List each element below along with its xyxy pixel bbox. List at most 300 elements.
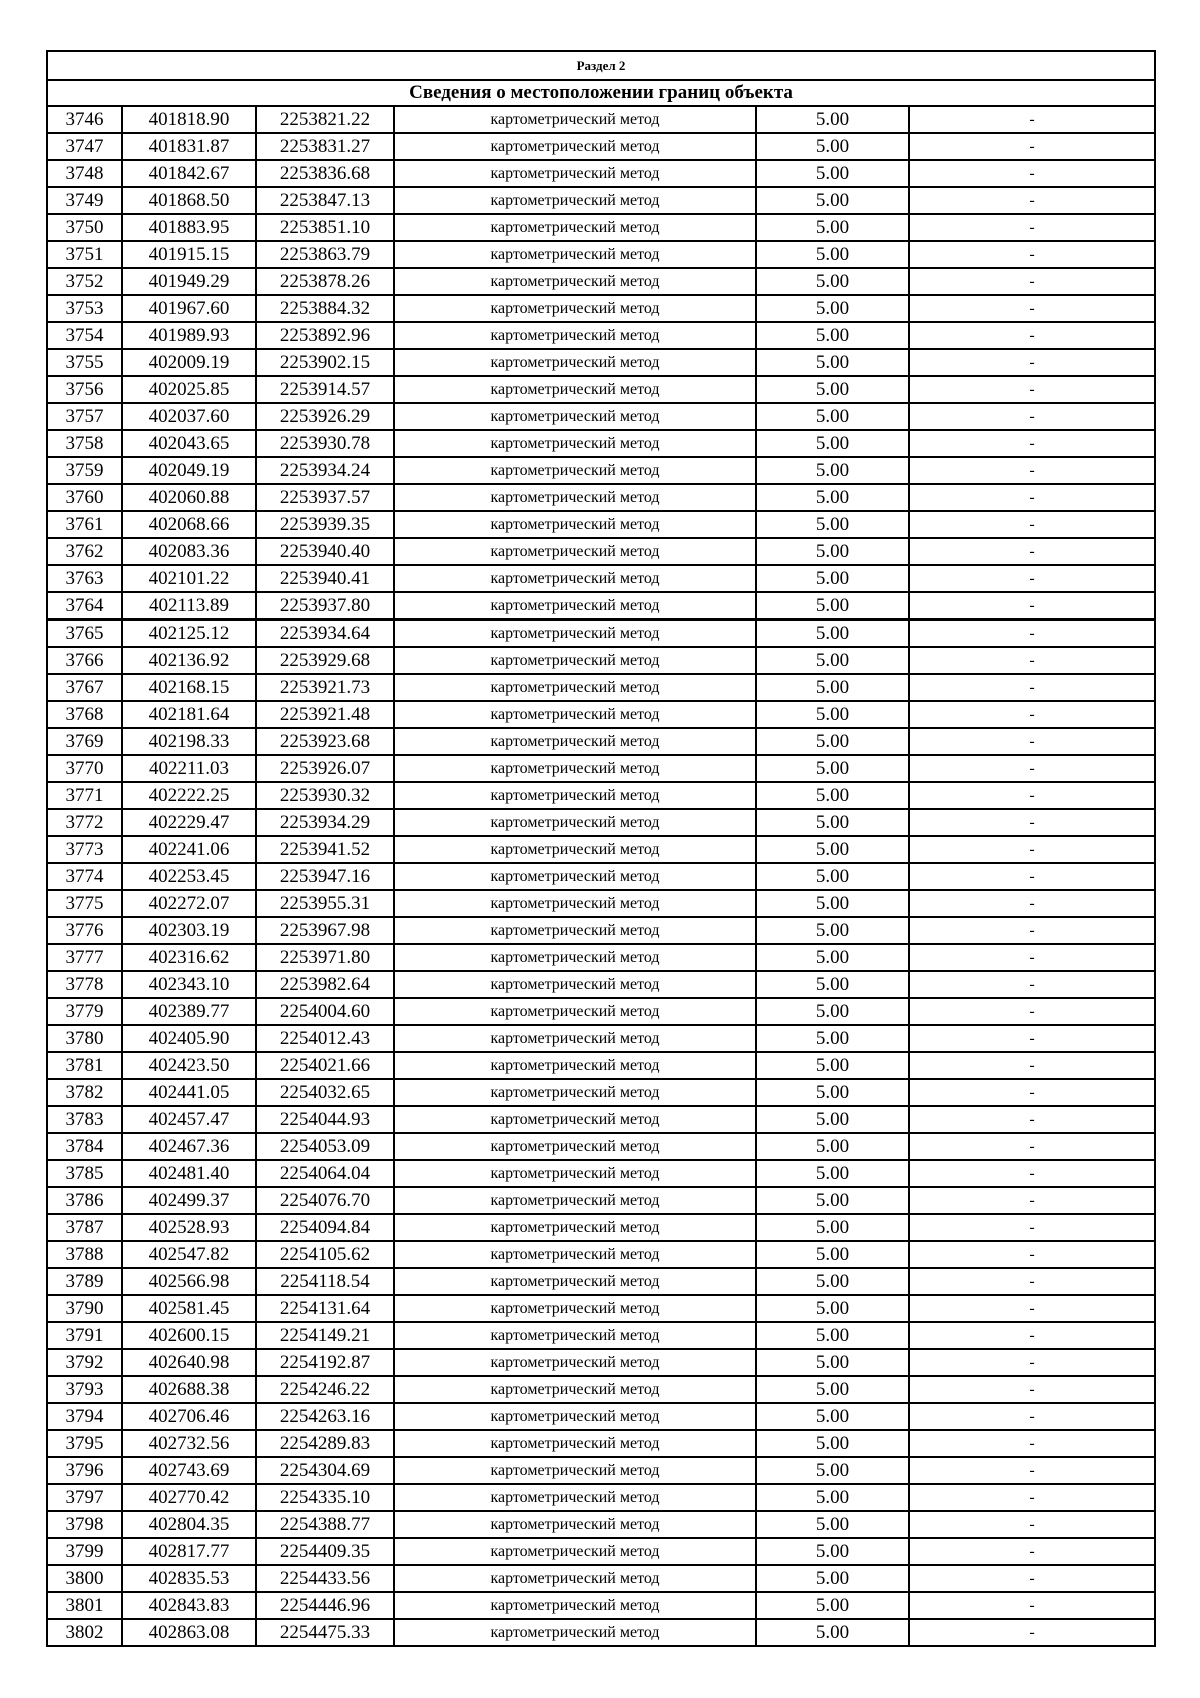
method-cell: картометрический метод: [394, 1565, 756, 1592]
x-coordinate-cell: 402770.42: [122, 1484, 256, 1511]
y-coordinate-cell: 2254475.33: [256, 1619, 394, 1646]
method-cell: картометрический метод: [394, 1511, 756, 1538]
y-coordinate-cell: 2253982.64: [256, 971, 394, 998]
y-coordinate-cell: 2254053.09: [256, 1133, 394, 1160]
accuracy-cell: 5.00: [756, 755, 909, 782]
table-row: [47, 1133, 1155, 1160]
x-coordinate-cell: 402222.25: [122, 782, 256, 809]
description-cell: -: [909, 1214, 1155, 1241]
description-cell: -: [909, 187, 1155, 214]
point-number-cell: 3783: [47, 1106, 122, 1133]
accuracy-cell: 5.00: [756, 484, 909, 511]
accuracy-cell: 5.00: [756, 1214, 909, 1241]
method-cell: картометрический метод: [394, 106, 756, 133]
table-row: [47, 457, 1155, 484]
accuracy-cell: 5.00: [756, 728, 909, 755]
x-coordinate-cell: 402211.03: [122, 755, 256, 782]
accuracy-cell: 5.00: [756, 592, 909, 620]
method-cell: картометрический метод: [394, 1322, 756, 1349]
x-coordinate-cell: 402009.19: [122, 349, 256, 376]
method-cell: картометрический метод: [394, 1214, 756, 1241]
point-number-cell: 3775: [47, 890, 122, 917]
method-cell: картометрический метод: [394, 457, 756, 484]
x-coordinate-cell: 402198.33: [122, 728, 256, 755]
accuracy-cell: 5.00: [756, 647, 909, 674]
point-number-cell: 3753: [47, 295, 122, 322]
table-row: [47, 1457, 1155, 1484]
accuracy-cell: 5.00: [756, 268, 909, 295]
method-cell: картометрический метод: [394, 674, 756, 701]
point-number-cell: 3768: [47, 701, 122, 728]
x-coordinate-cell: 402253.45: [122, 863, 256, 890]
y-coordinate-cell: 2253947.16: [256, 863, 394, 890]
x-coordinate-cell: 402316.62: [122, 944, 256, 971]
y-coordinate-cell: 2253878.26: [256, 268, 394, 295]
point-number-cell: 3767: [47, 674, 122, 701]
y-coordinate-cell: 2254433.56: [256, 1565, 394, 1592]
method-cell: картометрический метод: [394, 1241, 756, 1268]
point-number-cell: 3757: [47, 403, 122, 430]
method-cell: картометрический метод: [394, 1133, 756, 1160]
table-row: [47, 1349, 1155, 1376]
table-body: [47, 51, 1155, 1646]
method-cell: картометрический метод: [394, 782, 756, 809]
accuracy-cell: 5.00: [756, 322, 909, 349]
y-coordinate-cell: 2254192.87: [256, 1349, 394, 1376]
table-row: [47, 1268, 1155, 1295]
table-row: [47, 403, 1155, 430]
table-row: [47, 863, 1155, 890]
description-cell: -: [909, 538, 1155, 565]
accuracy-cell: 5.00: [756, 1565, 909, 1592]
accuracy-cell: 5.00: [756, 1268, 909, 1295]
accuracy-cell: 5.00: [756, 1403, 909, 1430]
method-cell: картометрический метод: [394, 809, 756, 836]
method-cell: картометрический метод: [394, 403, 756, 430]
table-row: [47, 620, 1155, 648]
point-number-cell: 3751: [47, 241, 122, 268]
description-cell: -: [909, 484, 1155, 511]
x-coordinate-cell: 402581.45: [122, 1295, 256, 1322]
point-number-cell: 3779: [47, 998, 122, 1025]
table-row: [47, 782, 1155, 809]
description-cell: -: [909, 1052, 1155, 1079]
accuracy-cell: 5.00: [756, 809, 909, 836]
accuracy-cell: 5.00: [756, 1106, 909, 1133]
accuracy-cell: 5.00: [756, 863, 909, 890]
table-row: [47, 809, 1155, 836]
x-coordinate-cell: 402566.98: [122, 1268, 256, 1295]
table-row: [47, 187, 1155, 214]
x-coordinate-cell: 402113.89: [122, 592, 256, 620]
table-row: [47, 349, 1155, 376]
accuracy-cell: 5.00: [756, 106, 909, 133]
description-cell: -: [909, 944, 1155, 971]
description-cell: -: [909, 1187, 1155, 1214]
method-cell: картометрический метод: [394, 187, 756, 214]
table-row: [47, 1106, 1155, 1133]
x-coordinate-cell: 402049.19: [122, 457, 256, 484]
y-coordinate-cell: 2253914.57: [256, 376, 394, 403]
description-cell: -: [909, 890, 1155, 917]
accuracy-cell: 5.00: [756, 836, 909, 863]
description-cell: -: [909, 1133, 1155, 1160]
point-number-cell: 3799: [47, 1538, 122, 1565]
accuracy-cell: 5.00: [756, 890, 909, 917]
point-number-cell: 3788: [47, 1241, 122, 1268]
x-coordinate-cell: 401967.60: [122, 295, 256, 322]
description-cell: -: [909, 106, 1155, 133]
description-cell: -: [909, 1538, 1155, 1565]
accuracy-cell: 5.00: [756, 1160, 909, 1187]
table-row: [47, 430, 1155, 457]
description-cell: -: [909, 1079, 1155, 1106]
y-coordinate-cell: 2254044.93: [256, 1106, 394, 1133]
accuracy-cell: 5.00: [756, 1484, 909, 1511]
description-cell: -: [909, 457, 1155, 484]
method-cell: картометрический метод: [394, 511, 756, 538]
description-cell: -: [909, 430, 1155, 457]
point-number-cell: 3766: [47, 647, 122, 674]
description-cell: -: [909, 755, 1155, 782]
x-coordinate-cell: 402467.36: [122, 1133, 256, 1160]
y-coordinate-cell: 2253940.40: [256, 538, 394, 565]
accuracy-cell: 5.00: [756, 1241, 909, 1268]
table-row: [47, 971, 1155, 998]
table-row: [47, 106, 1155, 133]
y-coordinate-cell: 2254131.64: [256, 1295, 394, 1322]
accuracy-cell: 5.00: [756, 430, 909, 457]
accuracy-cell: 5.00: [756, 1133, 909, 1160]
y-coordinate-cell: 2254094.84: [256, 1214, 394, 1241]
table-row: [47, 565, 1155, 592]
point-number-cell: 3777: [47, 944, 122, 971]
accuracy-cell: 5.00: [756, 187, 909, 214]
method-cell: картометрический метод: [394, 1025, 756, 1052]
point-number-cell: 3760: [47, 484, 122, 511]
method-cell: картометрический метод: [394, 1592, 756, 1619]
point-number-cell: 3785: [47, 1160, 122, 1187]
table-row: [47, 1619, 1155, 1646]
description-cell: -: [909, 295, 1155, 322]
accuracy-cell: 5.00: [756, 971, 909, 998]
y-coordinate-cell: 2254388.77: [256, 1511, 394, 1538]
y-coordinate-cell: 2253821.22: [256, 106, 394, 133]
x-coordinate-cell: 402481.40: [122, 1160, 256, 1187]
description-cell: -: [909, 1106, 1155, 1133]
method-cell: картометрический метод: [394, 1430, 756, 1457]
description-cell: -: [909, 1025, 1155, 1052]
table-row: [47, 1592, 1155, 1619]
method-cell: картометрический метод: [394, 214, 756, 241]
accuracy-cell: 5.00: [756, 133, 909, 160]
table-row: [47, 322, 1155, 349]
table-row: [47, 1430, 1155, 1457]
accuracy-cell: 5.00: [756, 565, 909, 592]
point-number-cell: 3791: [47, 1322, 122, 1349]
description-cell: -: [909, 268, 1155, 295]
x-coordinate-cell: 402229.47: [122, 809, 256, 836]
accuracy-cell: 5.00: [756, 1376, 909, 1403]
accuracy-cell: 5.00: [756, 620, 909, 648]
x-coordinate-cell: 402083.36: [122, 538, 256, 565]
x-coordinate-cell: 402863.08: [122, 1619, 256, 1646]
y-coordinate-cell: 2253921.48: [256, 701, 394, 728]
table-row: [47, 1484, 1155, 1511]
table-row: [47, 917, 1155, 944]
description-cell: -: [909, 1457, 1155, 1484]
table-row: [47, 268, 1155, 295]
method-cell: картометрический метод: [394, 1187, 756, 1214]
point-number-cell: 3781: [47, 1052, 122, 1079]
x-coordinate-cell: 401831.87: [122, 133, 256, 160]
accuracy-cell: 5.00: [756, 403, 909, 430]
method-cell: картометрический метод: [394, 1457, 756, 1484]
point-number-cell: 3787: [47, 1214, 122, 1241]
table-row: [47, 1511, 1155, 1538]
accuracy-cell: 5.00: [756, 1592, 909, 1619]
table-row: [47, 1295, 1155, 1322]
y-coordinate-cell: 2254304.69: [256, 1457, 394, 1484]
y-coordinate-cell: 2254004.60: [256, 998, 394, 1025]
x-coordinate-cell: 402817.77: [122, 1538, 256, 1565]
x-coordinate-cell: 402423.50: [122, 1052, 256, 1079]
description-cell: -: [909, 592, 1155, 620]
point-number-cell: 3786: [47, 1187, 122, 1214]
method-cell: картометрический метод: [394, 917, 756, 944]
method-cell: картометрический метод: [394, 430, 756, 457]
y-coordinate-cell: 2253926.29: [256, 403, 394, 430]
table-row: [47, 1079, 1155, 1106]
point-number-cell: 3765: [47, 620, 122, 648]
accuracy-cell: 5.00: [756, 1457, 909, 1484]
x-coordinate-cell: 402125.12: [122, 620, 256, 648]
method-cell: картометрический метод: [394, 1268, 756, 1295]
boundary-coordinates-table: [46, 50, 1156, 1647]
description-cell: -: [909, 647, 1155, 674]
section-header-row: [47, 51, 1155, 80]
x-coordinate-cell: 402168.15: [122, 674, 256, 701]
method-cell: картометрический метод: [394, 1403, 756, 1430]
y-coordinate-cell: 2253955.31: [256, 890, 394, 917]
x-coordinate-cell: 402068.66: [122, 511, 256, 538]
y-coordinate-cell: 2254012.43: [256, 1025, 394, 1052]
point-number-cell: 3795: [47, 1430, 122, 1457]
accuracy-cell: 5.00: [756, 376, 909, 403]
description-cell: -: [909, 1349, 1155, 1376]
accuracy-cell: 5.00: [756, 241, 909, 268]
table-title: Сведения о местоположении границ объекта: [47, 80, 1155, 106]
y-coordinate-cell: 2253941.52: [256, 836, 394, 863]
accuracy-cell: 5.00: [756, 457, 909, 484]
description-cell: -: [909, 1484, 1155, 1511]
table-row: [47, 1187, 1155, 1214]
table-row: [47, 944, 1155, 971]
x-coordinate-cell: 402743.69: [122, 1457, 256, 1484]
y-coordinate-cell: 2253926.07: [256, 755, 394, 782]
description-cell: -: [909, 782, 1155, 809]
description-cell: -: [909, 809, 1155, 836]
point-number-cell: 3770: [47, 755, 122, 782]
point-number-cell: 3773: [47, 836, 122, 863]
table-row: [47, 241, 1155, 268]
description-cell: -: [909, 674, 1155, 701]
table-row: [47, 674, 1155, 701]
description-cell: -: [909, 836, 1155, 863]
accuracy-cell: 5.00: [756, 1430, 909, 1457]
method-cell: картометрический метод: [394, 971, 756, 998]
table-row: [47, 295, 1155, 322]
description-cell: -: [909, 322, 1155, 349]
accuracy-cell: 5.00: [756, 1025, 909, 1052]
table-row: [47, 1052, 1155, 1079]
point-number-cell: 3746: [47, 106, 122, 133]
y-coordinate-cell: 2253851.10: [256, 214, 394, 241]
method-cell: картометрический метод: [394, 1079, 756, 1106]
x-coordinate-cell: 402037.60: [122, 403, 256, 430]
table-row: [47, 133, 1155, 160]
accuracy-cell: 5.00: [756, 1295, 909, 1322]
accuracy-cell: 5.00: [756, 214, 909, 241]
y-coordinate-cell: 2254246.22: [256, 1376, 394, 1403]
table-row: [47, 998, 1155, 1025]
table-row: [47, 701, 1155, 728]
table-row: [47, 1160, 1155, 1187]
point-number-cell: 3778: [47, 971, 122, 998]
point-number-cell: 3797: [47, 1484, 122, 1511]
x-coordinate-cell: 402405.90: [122, 1025, 256, 1052]
method-cell: картометрический метод: [394, 1619, 756, 1646]
description-cell: -: [909, 1403, 1155, 1430]
description-cell: -: [909, 1295, 1155, 1322]
method-cell: картометрический метод: [394, 484, 756, 511]
table-row: [47, 511, 1155, 538]
point-number-cell: 3782: [47, 1079, 122, 1106]
y-coordinate-cell: 2253831.27: [256, 133, 394, 160]
table-row: [47, 1025, 1155, 1052]
accuracy-cell: 5.00: [756, 1349, 909, 1376]
accuracy-cell: 5.00: [756, 701, 909, 728]
y-coordinate-cell: 2253934.24: [256, 457, 394, 484]
y-coordinate-cell: 2254446.96: [256, 1592, 394, 1619]
x-coordinate-cell: 402303.19: [122, 917, 256, 944]
x-coordinate-cell: 402499.37: [122, 1187, 256, 1214]
x-coordinate-cell: 402457.47: [122, 1106, 256, 1133]
x-coordinate-cell: 401989.93: [122, 322, 256, 349]
y-coordinate-cell: 2254032.65: [256, 1079, 394, 1106]
x-coordinate-cell: 401883.95: [122, 214, 256, 241]
point-number-cell: 3776: [47, 917, 122, 944]
method-cell: картометрический метод: [394, 1538, 756, 1565]
method-cell: картометрический метод: [394, 944, 756, 971]
point-number-cell: 3748: [47, 160, 122, 187]
method-cell: картометрический метод: [394, 241, 756, 268]
description-cell: -: [909, 1565, 1155, 1592]
accuracy-cell: 5.00: [756, 782, 909, 809]
method-cell: картометрический метод: [394, 998, 756, 1025]
method-cell: картометрический метод: [394, 728, 756, 755]
description-cell: -: [909, 1511, 1155, 1538]
y-coordinate-cell: 2254105.62: [256, 1241, 394, 1268]
x-coordinate-cell: 402600.15: [122, 1322, 256, 1349]
method-cell: картометрический метод: [394, 863, 756, 890]
y-coordinate-cell: 2254076.70: [256, 1187, 394, 1214]
method-cell: картометрический метод: [394, 133, 756, 160]
section-title: Раздел 2: [47, 51, 1155, 80]
description-cell: -: [909, 376, 1155, 403]
description-cell: -: [909, 1430, 1155, 1457]
y-coordinate-cell: 2254149.21: [256, 1322, 394, 1349]
accuracy-cell: 5.00: [756, 998, 909, 1025]
table-row: [47, 1214, 1155, 1241]
description-cell: -: [909, 511, 1155, 538]
accuracy-cell: 5.00: [756, 1511, 909, 1538]
y-coordinate-cell: 2253934.64: [256, 620, 394, 648]
accuracy-cell: 5.00: [756, 674, 909, 701]
description-cell: -: [909, 1592, 1155, 1619]
accuracy-cell: 5.00: [756, 1052, 909, 1079]
point-number-cell: 3780: [47, 1025, 122, 1052]
point-number-cell: 3800: [47, 1565, 122, 1592]
table-row: [47, 538, 1155, 565]
point-number-cell: 3761: [47, 511, 122, 538]
y-coordinate-cell: 2253923.68: [256, 728, 394, 755]
x-coordinate-cell: 401949.29: [122, 268, 256, 295]
table-row: [47, 1565, 1155, 1592]
description-cell: -: [909, 971, 1155, 998]
method-cell: картометрический метод: [394, 1484, 756, 1511]
table-row: [47, 592, 1155, 620]
x-coordinate-cell: 401915.15: [122, 241, 256, 268]
y-coordinate-cell: 2253884.32: [256, 295, 394, 322]
x-coordinate-cell: 402136.92: [122, 647, 256, 674]
description-cell: -: [909, 1268, 1155, 1295]
table-row: [47, 160, 1155, 187]
accuracy-cell: 5.00: [756, 1079, 909, 1106]
y-coordinate-cell: 2253902.15: [256, 349, 394, 376]
method-cell: картометрический метод: [394, 160, 756, 187]
point-number-cell: 3749: [47, 187, 122, 214]
description-cell: -: [909, 214, 1155, 241]
x-coordinate-cell: 402343.10: [122, 971, 256, 998]
point-number-cell: 3784: [47, 1133, 122, 1160]
method-cell: картометрический метод: [394, 268, 756, 295]
table-row: [47, 484, 1155, 511]
y-coordinate-cell: 2254289.83: [256, 1430, 394, 1457]
x-coordinate-cell: 402241.06: [122, 836, 256, 863]
y-coordinate-cell: 2254335.10: [256, 1484, 394, 1511]
accuracy-cell: 5.00: [756, 511, 909, 538]
table-row: [47, 647, 1155, 674]
description-cell: -: [909, 1160, 1155, 1187]
point-number-cell: 3769: [47, 728, 122, 755]
description-cell: -: [909, 160, 1155, 187]
table-title-row: [47, 80, 1155, 106]
point-number-cell: 3756: [47, 376, 122, 403]
description-cell: -: [909, 1619, 1155, 1646]
point-number-cell: 3752: [47, 268, 122, 295]
table-row: [47, 1241, 1155, 1268]
method-cell: картометрический метод: [394, 1295, 756, 1322]
table-row: [47, 1322, 1155, 1349]
y-coordinate-cell: 2253929.68: [256, 647, 394, 674]
method-cell: картометрический метод: [394, 620, 756, 648]
x-coordinate-cell: 402060.88: [122, 484, 256, 511]
y-coordinate-cell: 2253930.78: [256, 430, 394, 457]
method-cell: картометрический метод: [394, 376, 756, 403]
method-cell: картометрический метод: [394, 295, 756, 322]
accuracy-cell: 5.00: [756, 1619, 909, 1646]
